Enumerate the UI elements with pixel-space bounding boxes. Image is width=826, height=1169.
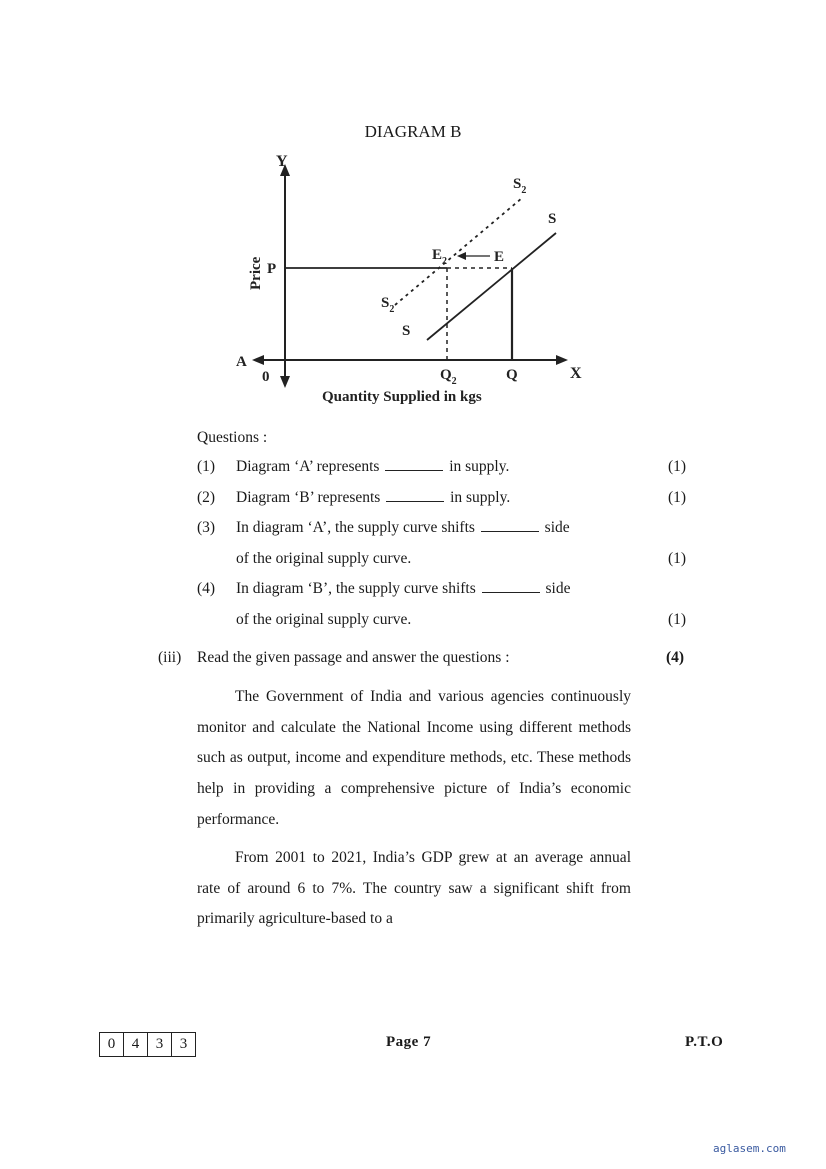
- question-marks: (1): [668, 458, 687, 475]
- quantity-axis-label: Quantity Supplied in kgs: [322, 389, 482, 405]
- question-marks: (1): [668, 611, 687, 628]
- s2-upper-main: S: [513, 176, 522, 192]
- pto-label: P.T.O: [685, 1034, 724, 1050]
- a-label: A: [236, 354, 247, 370]
- code-digit: 4: [124, 1033, 148, 1056]
- s2-lower-sub: 2: [389, 304, 395, 315]
- section-instruction: Read the given passage and answer the questions :: [197, 649, 510, 666]
- question-marks: (1): [668, 489, 687, 506]
- question-text-after: in supply.: [450, 489, 511, 506]
- code-digit: 3: [148, 1033, 172, 1056]
- origin-label: 0: [262, 369, 270, 385]
- question-number: (1): [197, 458, 216, 475]
- y-axis-down-arrow: [280, 376, 290, 388]
- s2-upper-label: [513, 176, 526, 196]
- q2-main: Q: [440, 367, 452, 383]
- e2-label: [432, 247, 447, 267]
- e2-sub: 2: [442, 256, 448, 267]
- e2-main: E: [432, 247, 443, 263]
- q2-sub: 2: [451, 376, 457, 387]
- question-text-before: In diagram ‘A’, the supply curve shifts: [236, 519, 475, 536]
- section-number: (iii): [158, 649, 182, 666]
- question-text-line2: of the original supply curve.: [236, 611, 412, 628]
- question-number: (4): [197, 580, 216, 597]
- question-text-before: Diagram ‘B’ represents: [236, 489, 381, 506]
- question-text-after: in supply.: [449, 458, 510, 475]
- s2-lower-label: [381, 295, 394, 315]
- question-marks: (1): [668, 550, 687, 567]
- s-lower-label: S: [402, 323, 411, 339]
- question-text: [236, 580, 570, 598]
- code-digit: 0: [100, 1033, 124, 1056]
- question-text-after: side: [544, 519, 570, 536]
- section-marks: (4): [666, 649, 685, 666]
- supply-shift-diagram: [230, 150, 590, 410]
- subject-code-boxes: [99, 1032, 196, 1057]
- answer-blank: [482, 581, 540, 593]
- answer-blank: [386, 490, 444, 502]
- p-label: P: [267, 261, 277, 277]
- page-number: Page 7: [386, 1034, 432, 1050]
- question-text-after: side: [545, 580, 571, 597]
- x-axis-left-arrow: [252, 355, 264, 365]
- s-upper-label: S: [548, 211, 557, 227]
- q2-label: [440, 367, 457, 387]
- watermark: aglasem.com: [713, 1142, 786, 1155]
- question-number: (3): [197, 519, 216, 536]
- code-digit: 3: [179, 1036, 188, 1052]
- diagram-title: DIAGRAM B: [364, 122, 462, 141]
- y-axis-label: Y: [276, 153, 288, 170]
- question-text-before: Diagram ‘A’ represents: [236, 458, 380, 475]
- question-text: [236, 519, 570, 537]
- answer-blank: [385, 459, 443, 471]
- question-text-before: In diagram ‘B’, the supply curve shifts: [236, 580, 476, 597]
- question-text-line2: of the original supply curve.: [236, 550, 412, 567]
- question-number: (2): [197, 489, 216, 506]
- q-label: Q: [506, 367, 518, 383]
- x-axis-label: X: [570, 365, 582, 382]
- question-text: [236, 458, 509, 476]
- s2-lower-main: S: [381, 295, 390, 311]
- answer-blank: [481, 520, 539, 532]
- question-text: [236, 489, 510, 507]
- x-axis-arrow: [556, 355, 568, 365]
- s2-upper-sub: 2: [521, 185, 527, 196]
- passage-paragraph-1: The Government of India and various agencies continuously monitor and calculate the National Income using different methods such as output, income and expenditure methods, etc. These methods help in providing a comprehensive picture of India’s economic performance.: [197, 688, 631, 828]
- e-label: E: [494, 249, 505, 265]
- questions-heading: Questions :: [197, 429, 268, 446]
- arrow-head-to-e2: [457, 252, 466, 260]
- price-axis-label: Price: [248, 256, 264, 290]
- passage-paragraph-2: From 2001 to 2021, India’s GDP grew at an average annual rate of around 6 to 7%. The country saw a significant shift from primarily agriculture-based to a: [197, 849, 631, 928]
